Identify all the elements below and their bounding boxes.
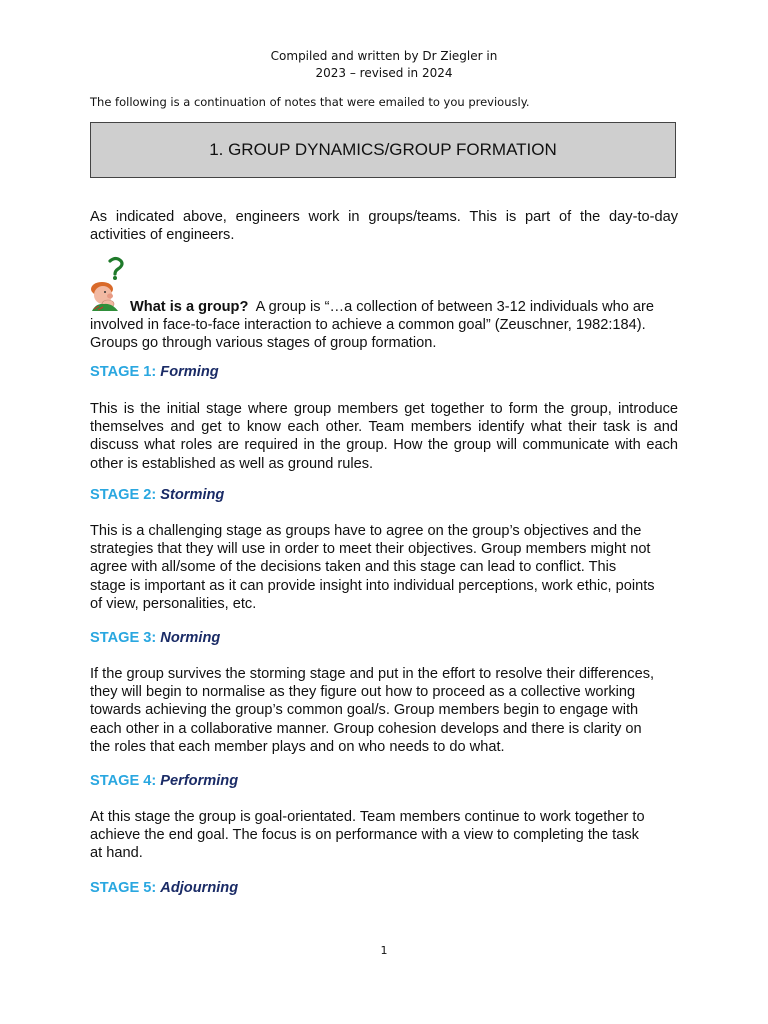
what-is-group-paragraph — [90, 298, 678, 353]
section-title: 1. GROUP DYNAMICS/GROUP FORMATION — [209, 140, 557, 159]
stage-2-line: This is a challenging stage as groups have to agree on the group’s objectives and the — [90, 523, 642, 539]
what-is-group-question: What is a group? — [130, 299, 249, 315]
intro-line: activities of engineers. — [90, 227, 235, 244]
stage-3-number: STAGE 3: — [90, 630, 157, 646]
stage-4-line: achieve the end goal. The focus is on performance with a view to completing the task — [90, 827, 639, 844]
stage-1-line: discuss what roles are required in the group. How the group will communicate with each — [90, 437, 678, 454]
stage-2-name: Storming — [160, 487, 225, 503]
stage-1-name: Forming — [160, 364, 219, 380]
what-is-group-line: Groups go through various stages of group formation. — [90, 335, 437, 352]
stage-3-line: the roles that each member plays and on who needs to do what. — [90, 738, 505, 755]
intro-paragraph — [90, 208, 678, 244]
stage-4-line: At this stage the group is goal-orientated. Team members continue to work together to — [90, 809, 645, 825]
what-is-group-line: A group is “…a collection of between 3-12 individuals who are — [248, 299, 654, 315]
what-is-group-line: involved in face-to-face interaction to achieve a common goal” (Zeuschner, 1982:184). — [90, 317, 646, 334]
section-title-box — [90, 122, 676, 178]
stage-4-number: STAGE 4: — [90, 773, 157, 789]
stage-4-name: Performing — [160, 773, 239, 789]
stage-5-number: STAGE 5: — [90, 880, 157, 896]
stage-2-line: stage is important as it can provide insight into individual perceptions, work ethic, points — [90, 577, 655, 594]
stage-1-line: This is the initial stage where group members get together to form the group, introduce — [90, 401, 678, 417]
stage-2-heading — [90, 487, 224, 503]
stage-1-heading — [90, 364, 219, 380]
stage-3-name: Norming — [160, 630, 221, 646]
stage-1-line: themselves and get to know each other. Team members identify what their task is and — [90, 419, 678, 436]
stage-3-heading — [90, 630, 220, 646]
page-number: 1 — [380, 944, 388, 957]
stage-2-paragraph — [90, 522, 678, 613]
stage-2-number: STAGE 2: — [90, 487, 157, 503]
header-line-1: Compiled and written by Dr Ziegler in — [270, 49, 498, 63]
stage-5-name: Adjourning — [160, 880, 239, 896]
stage-2-line: strategies that they will use in order to meet their objectives. Group members might not — [90, 541, 651, 558]
stage-3-line: they will begin to normalise as they figure out how to proceed as a collective working — [90, 684, 636, 701]
stage-1-number: STAGE 1: — [90, 364, 157, 380]
stage-1-paragraph — [90, 400, 678, 473]
stage-2-line: agree with all/some of the decisions taken and this stage can lead to conflict. This — [90, 559, 617, 576]
stage-4-paragraph — [90, 808, 678, 863]
stage-4-heading — [90, 773, 238, 789]
header-line-2: 2023 – revised in 2024 — [315, 66, 453, 80]
stage-1-line: other is established as well as ground rules. — [90, 455, 374, 472]
stage-3-paragraph — [90, 665, 678, 756]
stage-3-line: towards achieving the group’s common goal/s. Group members begin to engage with — [90, 702, 639, 719]
stage-3-line: each other in a collaborative manner. Group cohesion develops and there is clarity on — [90, 720, 642, 737]
stage-4-line: at hand. — [90, 845, 143, 862]
intro-line: As indicated above, engineers work in groups/teams. This is part of the day-to-day — [90, 209, 678, 225]
stage-5-heading — [90, 880, 238, 896]
stage-2-line: of view, personalities, etc. — [90, 595, 257, 612]
intro-note: The following is a continuation of notes that were emailed to you previously. — [90, 95, 530, 109]
stage-3-line: If the group survives the storming stage and put in the effort to resolve their differences, — [90, 666, 655, 682]
page-header — [0, 48, 768, 82]
